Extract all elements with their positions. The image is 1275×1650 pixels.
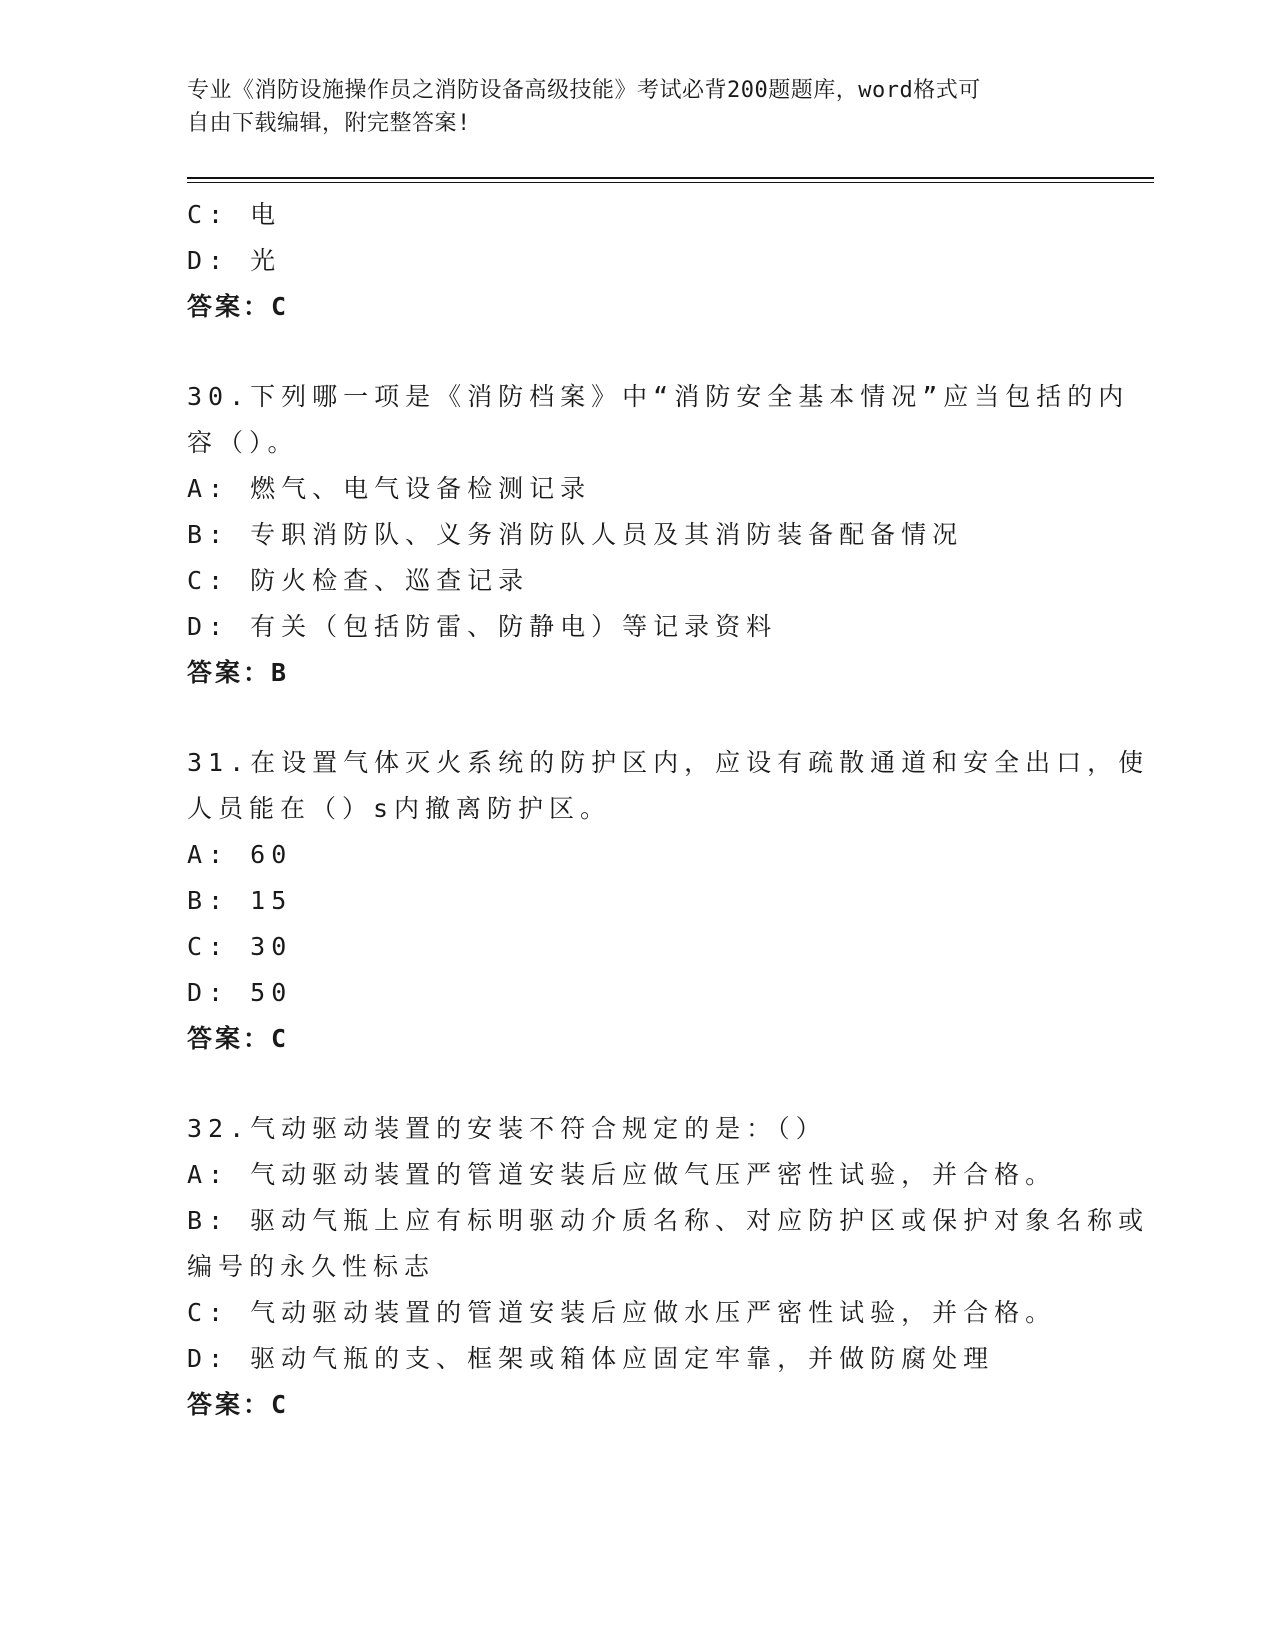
question-31: [187, 740, 1150, 1062]
option-b-cont: 编号的永久性标志: [187, 1252, 436, 1281]
option-a: A: 燃气、电气设备检测记录: [187, 474, 592, 503]
header-divider-thin: [187, 182, 1154, 183]
option-c: C: 气动驱动装置的管道安装后应做水压严密性试验，并合格。: [187, 1298, 1057, 1327]
header-divider-thick: [187, 177, 1154, 179]
question-stem-cont: 人员能在（）s内撤离防护区。: [187, 794, 612, 823]
question-stem-cont: 容（）。: [187, 428, 299, 457]
header-line-1: 专业《消防设施操作员之消防设备高级技能》考试必背200题题库，word格式可: [187, 78, 981, 103]
option-c: C: 30: [187, 932, 293, 961]
option-a: A: 气动驱动装置的管道安装后应做气压严密性试验，并合格。: [187, 1160, 1057, 1189]
answer: 答案：C: [187, 1024, 290, 1053]
document-header: [187, 74, 1067, 140]
option-d: D: 光: [187, 246, 282, 275]
answer: 答案：C: [187, 292, 290, 321]
option-c: C: 电: [187, 200, 282, 229]
option-d: D: 有关（包括防雷、防静电）等记录资料: [187, 612, 778, 641]
question-30: [187, 374, 1130, 696]
question-32: [187, 1106, 1150, 1428]
option-b: B: 专职消防队、义务消防队人员及其消防装备配备情况: [187, 520, 964, 549]
question-stem: 32.气动驱动装置的安装不符合规定的是：（）: [187, 1114, 827, 1143]
question-stem: 31.在设置气体灭火系统的防护区内，应设有疏散通道和安全出口，使: [187, 748, 1150, 777]
option-a: A: 60: [187, 840, 293, 869]
option-b: B: 15: [187, 886, 293, 915]
option-b: B: 驱动气瓶上应有标明驱动介质名称、对应防护区或保护对象名称或: [187, 1206, 1150, 1235]
option-c: C: 防火检查、巡查记录: [187, 566, 530, 595]
option-d: D: 驱动气瓶的支、框架或箱体应固定牢靠，并做防腐处理: [187, 1344, 995, 1373]
answer: 答案：C: [187, 1390, 290, 1419]
question-stem: 30.下列哪一项是《消防档案》中“消防安全基本情况”应当包括的内: [187, 382, 1130, 411]
header-line-2: 自由下载编辑，附完整答案!: [187, 111, 471, 136]
question-29-tail: [187, 192, 1087, 330]
question-content: [187, 192, 1150, 1428]
answer: 答案：B: [187, 658, 290, 687]
option-d: D: 50: [187, 978, 293, 1007]
